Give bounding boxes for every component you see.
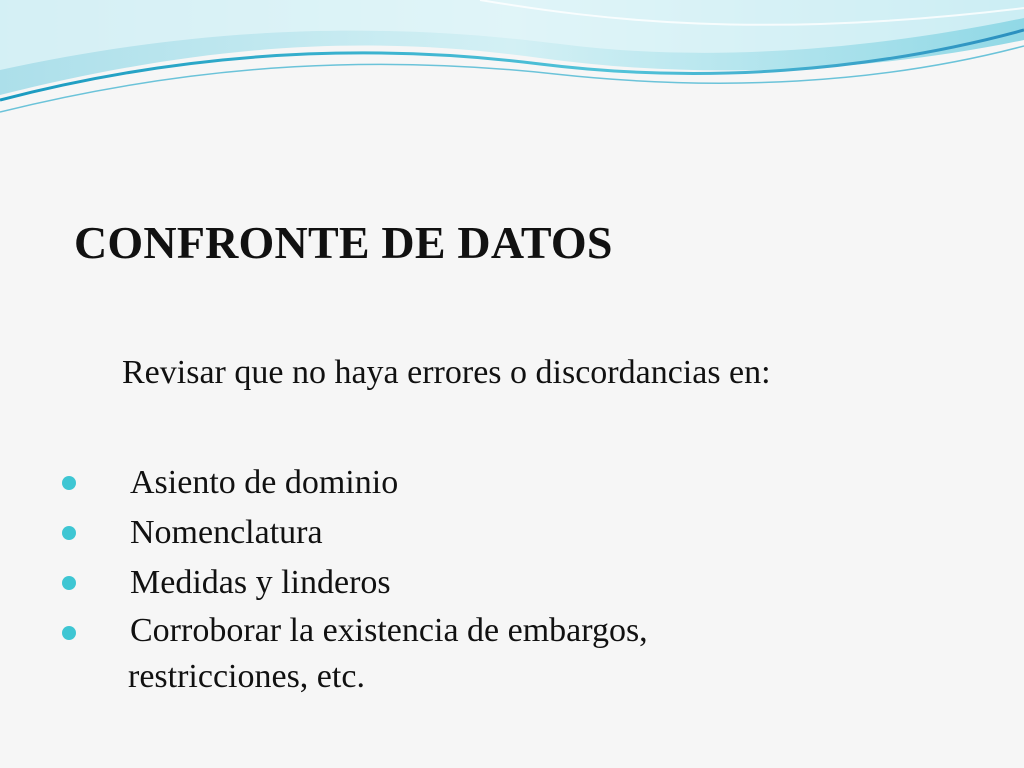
bullet-icon [62,626,76,640]
list-item [62,508,962,558]
bullet-text: Nomenclatura [130,514,323,551]
slide-title: CONFRONTE DE DATOS [74,217,613,268]
bullet-list [62,458,962,702]
bullet-icon [62,526,76,540]
bullet-text: Asiento de dominio [130,464,399,501]
bullet-text-line-2: restricciones, etc. [128,658,365,695]
bullet-icon [62,576,76,590]
list-item [62,558,962,608]
bullet-text-wrapped [120,608,648,700]
list-item [62,458,962,508]
list-item [62,608,962,702]
bullet-text-line-1: Corroborar la existencia de embargos, [130,612,648,649]
bullet-text: Medidas y linderos [130,564,391,601]
header-wave-decoration [0,0,1024,120]
bullet-icon [62,476,76,490]
intro-text: Revisar que no haya errores o discordancias en: [122,354,771,391]
